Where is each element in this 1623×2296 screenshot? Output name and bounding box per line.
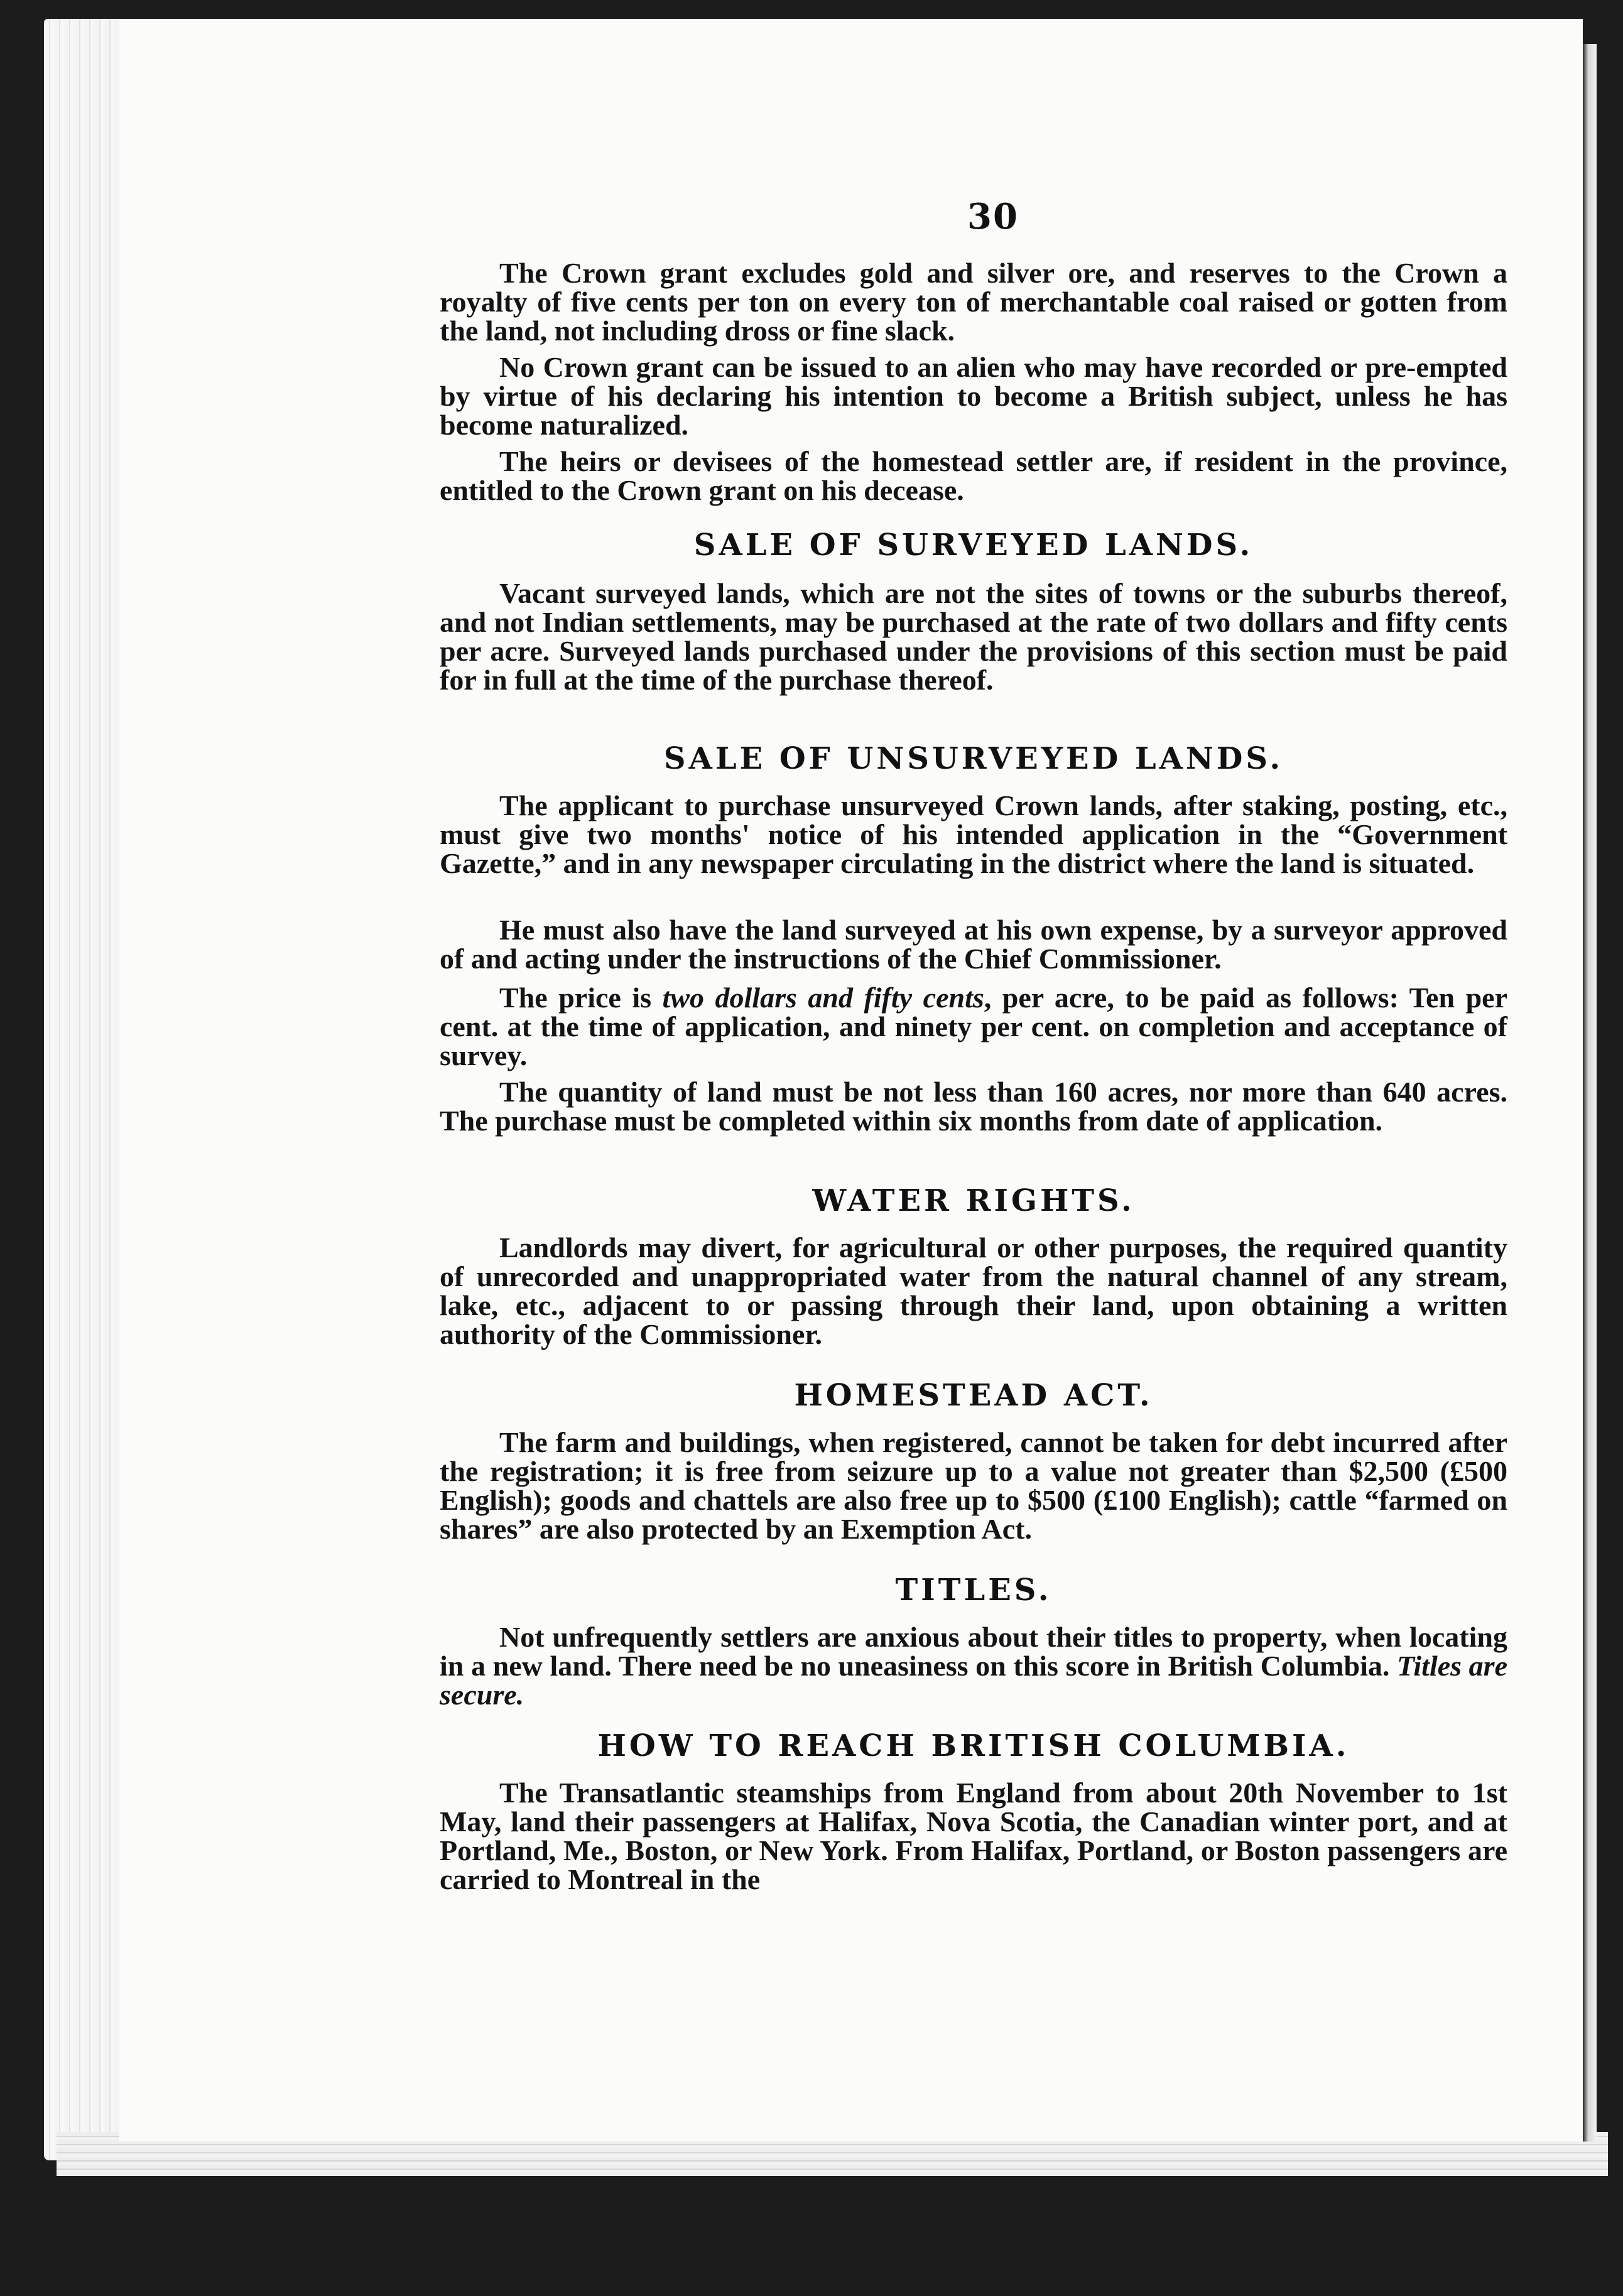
- paragraph-quantity: The quantity of land must be not less than 160 acres, nor more than 640 acres. The purchase must be completed within six months from date of application.: [440, 1076, 1507, 1137]
- stacked-page-edges: [44, 19, 132, 2160]
- heading-sale-unsurveyed-lands: SALE OF UNSURVEYED LANDS.: [663, 741, 1284, 776]
- page-number: 30: [967, 196, 1019, 237]
- book-gutter-edge: [1583, 44, 1597, 2142]
- paragraph-applicant: The applicant to purchase unsurveyed Crown lands, after staking, posting, etc., must give two months' notice of his intended application in the “Government Gazette,” and in any newspaper circulating in the district where the land is situated.: [440, 789, 1507, 879]
- paragraph-heirs: The heirs or devisees of the homestead settler are, if resident in the province, entitled to the Crown grant on his decease.: [440, 445, 1507, 506]
- titles-italic: Titles are secure.: [440, 1650, 1507, 1711]
- heading-sale-surveyed-lands: SALE OF SURVEYED LANDS.: [693, 528, 1254, 563]
- paragraph-crown-grant: The Crown grant excludes gold and silver ore, and reserves to the Crown a royalty of five cents per ton on every ton of merchantable coal raised or gotten from the land, not including dross or fine slack.: [440, 257, 1507, 347]
- paragraph-water-rights: Landlords may divert, for agricultural or other purposes, the required quantity of unrecorded and unappropriated water from the natural channel of any stream, lake, etc., adjacent to or passing through their land, upon obtaining a written authority of the Commissioner.: [440, 1232, 1507, 1350]
- heading-titles: TITLES.: [895, 1573, 1052, 1608]
- heading-homestead-act: HOMESTEAD ACT.: [794, 1378, 1153, 1413]
- heading-water-rights: WATER RIGHTS.: [812, 1183, 1135, 1218]
- price-italic: two dollars and fifty cents: [662, 982, 984, 1014]
- paragraph-titles: [440, 1623, 1507, 1709]
- paragraph-steamships: The Transatlantic steamships from England from about 20th November to 1st May, land their passengers at Halifax, Nova Scotia, the Canadian winter port, and at Portland, Me., Boston, or New York. From Halifax, Portland, or Boston passengers are carried to Montreal in the: [440, 1777, 1507, 1895]
- paragraph-survey-expense: He must also have the land surveyed at his own expense, by a surveyor approved of and acting under the instructions of the Chief Commissioner.: [440, 914, 1507, 975]
- paragraph-price: [440, 983, 1507, 1070]
- paragraph-surveyed-lands: Vacant surveyed lands, which are not the sites of towns or the suburbs thereof, and not Indian settlements, may be purchased at the rate of two dollars and fifty cents per acre. Surveyed lands purchased under the provisions of this section must be paid for in full at the time of the purchase thereof.: [440, 577, 1507, 696]
- paragraph-homestead-act: The farm and buildings, when registered, cannot be taken for debt incurred after the registration; it is free from seizure up to a value not greater than $2,500 (£500 English); goods and chattels are also free up to $500 (£100 English); cattle “farmed on shares” are also protected by an Exemption Act.: [440, 1426, 1507, 1545]
- price-text-start: The price is: [499, 982, 663, 1014]
- paragraph-alien: No Crown grant can be issued to an alien who may have recorded or pre-empted by virtue of his declaring his intention to become a British subject, unless he has become naturalized.: [440, 351, 1507, 441]
- price-text-end: , per acre, to be paid as follows: Ten per cent. at the time of application, and ninety per cent. on completion and acceptance of survey.: [440, 982, 1507, 1071]
- heading-how-to-reach: HOW TO REACH BRITISH COLUMBIA.: [597, 1728, 1350, 1763]
- titles-text: Not unfrequently settlers are anxious about their titles to property, when locating in a new land. There need be no uneasiness on this score in British Columbia.: [440, 1621, 1507, 1682]
